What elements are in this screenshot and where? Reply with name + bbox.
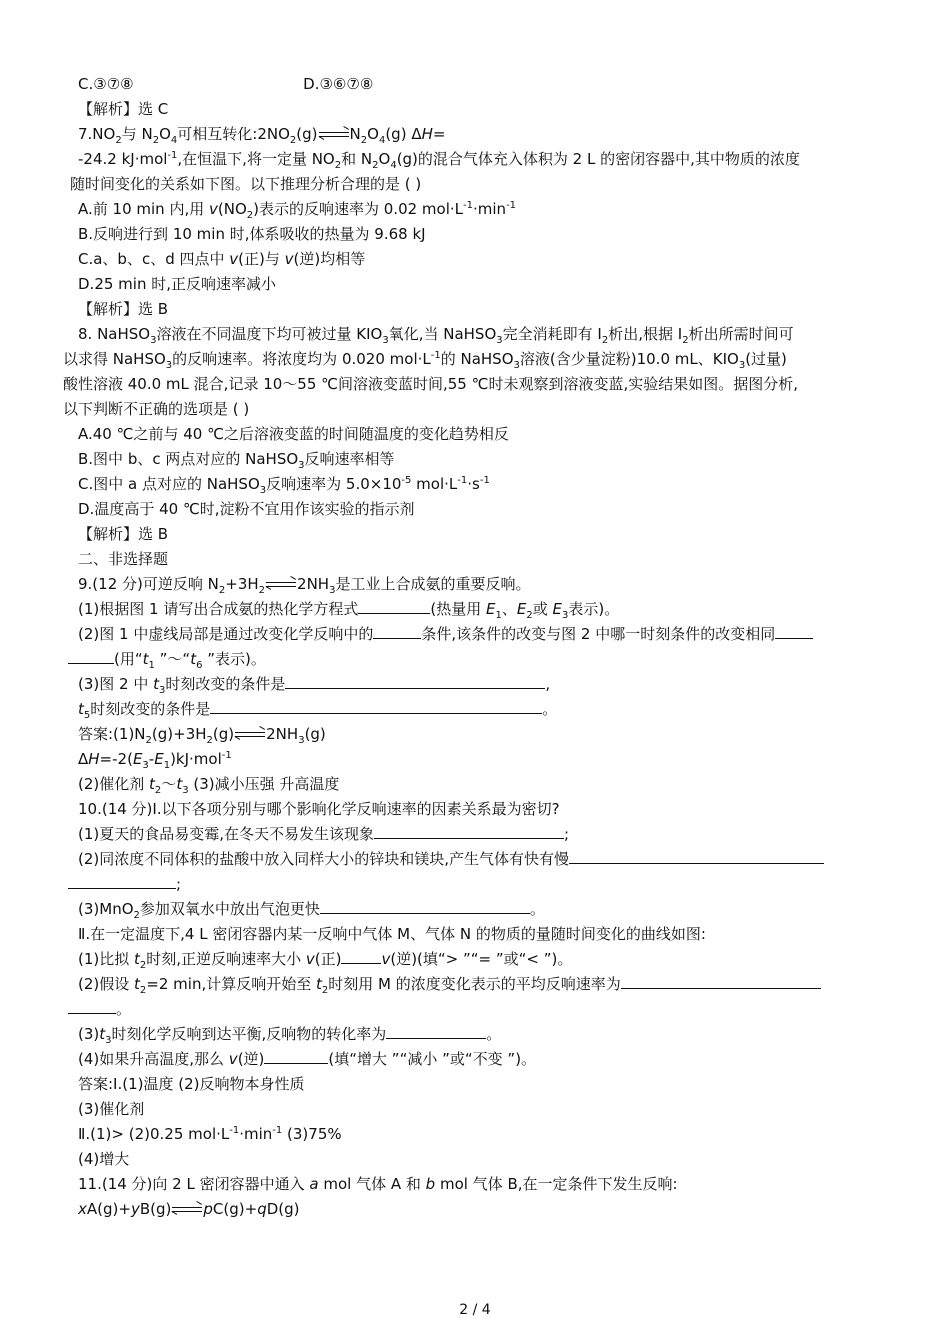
q8-option-c: C.图中 a 点对应的 NaHSO$_3$反响速率为 $5.0\times 10^{-5}$ $mol\cdot L^{-1}\cdot s^{-1}$	[78, 475, 490, 496]
answer-blank[interactable]	[374, 823, 564, 839]
page-number: 2 / 4	[459, 1302, 491, 1318]
q7-option-a: A.前 10 min 内,用 $v(NO_2)$表示的反响速率为 0.02 $mol\cdot L^{-1}\cdot\min^{-1}$	[78, 200, 517, 221]
q8-answer: 【解析】选 B	[78, 525, 169, 543]
q8-option-b: B.图中 b、c 两点对应的 NaHSO$_3$反响速率相等	[78, 450, 395, 471]
q10-part-1: (1)夏天的食品易变霉,在冬天不易发生该现象 ;	[78, 825, 570, 843]
answer-blank[interactable]	[386, 1023, 486, 1039]
equilibrium-arrow-icon	[172, 1206, 202, 1214]
q7-line-1: $7.NO_2$与 $N_2O_4$可相互转化$:2NO_2(g)$ $N_2O_4(g)$ ΔH=	[78, 125, 446, 146]
answer-blank[interactable]	[373, 623, 421, 639]
q9-part-2: (2)图 1 中虚线局部是通过改变化学反响中的 条件,该条件的改变与图 2 中哪一时刻条件的改变相同	[78, 623, 813, 645]
section-heading: 二、非选择题	[78, 550, 169, 568]
q8-option-d: D.温度高于 40 ℃时,淀粉不宜用作该实验的指示剂	[78, 500, 415, 518]
q9-line-1: 9.(12 分)可逆反响 $N_2+3H_2$ $2NH_3$是工业上合成氨的重要反响。	[78, 575, 531, 596]
answer-prev: 【解析】选 C	[78, 100, 169, 118]
q8-line-2: 以求得 NaHSO$_3$的反响速率。将浓度均为 0.020 $mol\cdot L^{-1}$的 NaHSO$_3$溶液(含少量淀粉)10.0 mL、$KIO_3$(过量)	[63, 350, 787, 371]
q9-part-2-cont: (用“$t_1$ $”\sim“t_6$ ”表示)。	[68, 648, 266, 670]
q10-part-2: (2)同浓度不同体积的盐酸中放入同样大小的锌块和镁块,产生气体有快有慢	[78, 848, 824, 870]
q10-answer-4: (4)增大	[78, 1150, 130, 1168]
q9-part-3: (3)图 2 中 $t_3$时刻改变的条件是 ,	[78, 675, 551, 696]
answer-blank[interactable]	[68, 873, 176, 889]
q9-part-1: (1)根据图 1 请写出合成氨的热化学方程式 (热量用 $E_1$、$E_2$或 $E_3$表示)。	[78, 600, 620, 621]
answer-blank[interactable]	[68, 998, 116, 1014]
answer-blank[interactable]	[341, 948, 381, 964]
q10-line-1: 10.(14 分)Ⅰ.以下各项分别与哪个影响化学反响速率的因素关系最为密切?	[78, 800, 560, 818]
q10-ii-part-3: $(3)t_3$时刻化学反响到达平衡,反响物的转化率为 。	[78, 1025, 502, 1046]
option-c: C.③⑦⑧	[78, 75, 134, 93]
answer-blank[interactable]	[285, 673, 545, 689]
answer-blank[interactable]	[264, 1048, 328, 1064]
q9-answer-1: 答案$:(1)N_2(g)+3H_2(g)$ $2NH_3(g)$	[78, 725, 326, 746]
q8-line-4: 以下判断不正确的选项是 ( )	[63, 400, 250, 418]
q10-ii-part-2: (2)假设 $t_2=2$ min,计算反响开始至 $t_2$时刻用 M 的浓度变化表示的平均反响速率为	[78, 973, 821, 995]
answer-blank[interactable]	[621, 973, 821, 989]
answer-blank[interactable]	[569, 848, 824, 864]
answer-blank[interactable]	[320, 898, 530, 914]
q10-section-ii: Ⅱ.在一定温度下,4 L 密闭容器内某一反响中气体 M、气体 N 的物质的量随时间变化的曲线如图:	[78, 925, 706, 943]
q10-ii-part-4: (4)如果升高温度,那么 v(逆) (填“增大 ”“减小 ”或“不变 ”)。	[78, 1050, 537, 1068]
q7-option-c: C.a、b、c、d 四点中 v(正)与 v(逆)均相等	[78, 250, 366, 268]
q11-line-2: xA(g)+yB(g) pC(g)+qD(g)	[78, 1200, 300, 1218]
option-d: D.③⑥⑦⑧	[303, 75, 374, 93]
equilibrium-arrow-icon	[266, 581, 296, 589]
q9-answer-3: (2)催化剂 $t_2\sim t_3$ (3)减小压强 升高温度	[78, 775, 340, 796]
answer-blank[interactable]	[210, 698, 542, 714]
q8-line-1: 8. NaHSO$_3$溶液在不同温度下均可被过量 $KIO_3$氧化,当 NaHSO$_3$完全消耗即有 $I_2$析出,根据 $I_2$析出所需时间可	[78, 325, 794, 346]
answer-blank[interactable]	[775, 623, 813, 639]
equilibrium-arrow-icon	[235, 731, 265, 739]
q10-ii-part-1: (1)比拟 $t_2$时刻,正逆反响速率大小 v(正) v(逆)(填“> ”“= ”或“< ”)。	[78, 950, 573, 971]
equilibrium-arrow-icon	[319, 131, 349, 139]
options-cd-row	[78, 73, 373, 95]
q10-ii-part-2-cont: 。	[68, 998, 131, 1020]
q7-line-2: -24.2 kJ·mol$^{-1}$,在恒温下,将一定量 $NO_2$和 $N_2O_4(g)$的混合气体充入体积为 2 L 的密闭容器中,其中物质的浓度	[78, 150, 800, 171]
q10-answer-2: (3)催化剂	[78, 1100, 145, 1118]
q7-option-b: B.反响进行到 10 min 时,体系吸收的热量为 9.68 kJ	[78, 225, 426, 243]
q10-part-2-cont: ;	[68, 873, 181, 895]
q8-line-3: 酸性溶液 40.0 mL 混合,记录 10～55 ℃间溶液变蓝时间,55 ℃时未观察到溶液变蓝,实验结果如图。据图分析,	[63, 375, 799, 393]
q9-part-3-cont: $t_5$时刻改变的条件是 。	[78, 700, 558, 721]
q10-answer-1: 答案:Ⅰ.(1)温度 (2)反响物本身性质	[78, 1075, 305, 1093]
q8-option-a: A.40 ℃之前与 40 ℃之后溶液变蓝的时间随温度的变化趋势相反	[78, 425, 509, 443]
answer-blank[interactable]	[68, 648, 114, 664]
q9-answer-2: $\Delta H=-2(E_3-E_1)kJ\cdot mol^{-1}$	[78, 750, 232, 771]
q11-line-1: 11.(14 分)向 2 L 密闭容器中通入 a mol 气体 A 和 b mol 气体 B,在一定条件下发生反响:	[78, 1175, 678, 1193]
q7-option-d: D.25 min 时,正反响速率减小	[78, 275, 276, 293]
answer-blank[interactable]	[358, 598, 430, 614]
q7-line-3: 随时间变化的关系如下图。以下推理分析合理的是 ( )	[70, 175, 422, 193]
q10-answer-3: Ⅱ.(1)> (2)0.25 $mol\cdot L^{-1}\cdot\min^{-1}$ (3)75%	[78, 1125, 342, 1143]
q10-part-3: (3)MnO$_2$参加双氧水中放出气泡更快 。	[78, 900, 545, 921]
q7-answer: 【解析】选 B	[78, 300, 169, 318]
